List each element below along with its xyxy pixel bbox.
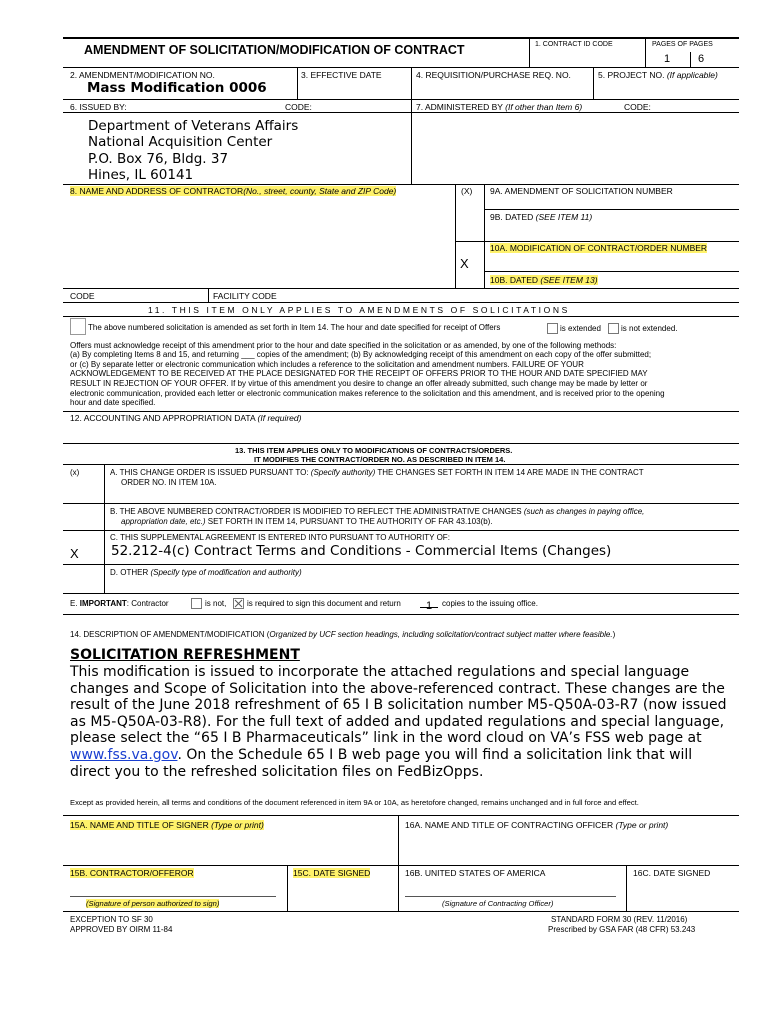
form-title: AMENDMENT OF SOLICITATION/MODIFICATION OF CONTRACT [84, 43, 465, 57]
item-13b-line-2 [121, 517, 493, 527]
item-11-para-5: RESULT IN REJECTION OF YOUR OFFER. If by virtue of this amendment you desire to change an offer already submitted, such change may be made by letter or [70, 379, 648, 388]
footer-right-2: Prescribed by GSA FAR (48 CFR) 53.243 [548, 925, 696, 934]
administered-label [416, 102, 582, 112]
contractor-15b-text: 15B. CONTRACTOR/OFFEROR [70, 868, 194, 878]
item-13-heading-1: 13. THIS ITEM APPLIES ONLY TO MODIFICATIONS OF CONTRACTS/ORDERS. [235, 446, 513, 455]
item-10a-text: 10A. MODIFICATION OF CONTRACT/ORDER NUMBER [490, 243, 708, 253]
amendment-no-value: Mass Modification 0006 [87, 80, 267, 96]
rule [63, 288, 739, 289]
item-14-italic: Organized by UCF section headings, including solicitation/contract subject matter where feasible. [269, 630, 613, 639]
item-9b-italic: (SEE ITEM 11) [535, 212, 593, 222]
rule [63, 316, 739, 317]
item-14-link-after: . On the Schedule 65 I B web page you will find a solicitation link that will [177, 747, 693, 763]
item-11-heading: 11. THIS ITEM ONLY APPLIES TO AMENDMENTS OF SOLICITATIONS [148, 305, 570, 315]
item-13c-value: 52.212-4(c) Contract Terms and Conditions - Commercial Items (Changes) [111, 543, 612, 559]
footer-left-1: EXCEPTION TO SF 30 [70, 915, 153, 924]
contractor-signature-line[interactable] [70, 896, 276, 897]
rule [484, 209, 739, 210]
item-10b-text: 10B. DATED [490, 275, 539, 285]
is-extended-label: is extended [560, 324, 601, 333]
item-11-para-6: electronic communication, provided each letter or electronic communication makes reference to the solicitation and this amendment, and is received prior to the opening [70, 389, 665, 398]
item-13b-post: SET FORTH IN ITEM 14, PURSUANT TO THE AUTHORITY OF FAR 43.103(b). [207, 517, 493, 526]
amendment-no-label: 2. AMENDMENT/MODIFICATION NO. [70, 70, 215, 80]
contractor-label-text: 8. NAME AND ADDRESS OF CONTRACTOR [70, 186, 244, 196]
footer-right-1: STANDARD FORM 30 (REV. 11/2016) [551, 915, 688, 924]
project-label-text: 5. PROJECT NO. [598, 70, 665, 80]
item-13c-x-mark: X [70, 546, 79, 561]
contract-id-label: 1. CONTRACT ID CODE [535, 41, 613, 48]
project-label [598, 70, 718, 80]
divider [411, 67, 412, 185]
requisition-label: 4. REQUISITION/PURCHASE REQ. NO. [416, 70, 571, 80]
is-required-checkbox[interactable] [233, 598, 244, 609]
signer-15a-label [70, 820, 264, 830]
item-14-body-7: direct you to the refreshed solicitation files on FedBizOpps. [70, 764, 484, 780]
contractor-15b-label [70, 868, 194, 878]
sig-officer-text: (Signature of Contracting Officer) [442, 899, 554, 908]
date-16c-label: 16C. DATE SIGNED [633, 868, 711, 878]
item-e-contractor: : Contractor [126, 599, 169, 608]
copies-count: 1 [425, 600, 433, 612]
item-11-para-3: or (c) By separate letter or electronic communication which includes a reference to the solicitation and amendment numbers. FAILURE OF YOUR [70, 360, 584, 369]
divider [645, 37, 646, 67]
signer-15a-italic: (Type or print) [211, 820, 264, 830]
officer-signature-line[interactable] [405, 896, 616, 897]
divider [484, 184, 485, 288]
divider [104, 464, 105, 593]
item-13b-pre: B. THE ABOVE NUMBERED CONTRACT/ORDER IS MODIFIED TO REFLECT THE ADMINISTRATIVE CHANGES [110, 507, 522, 516]
item-11-para-7: hour and date specified. [70, 398, 156, 407]
officer-16a-label [405, 820, 668, 830]
rule [63, 614, 739, 615]
divider [593, 67, 594, 99]
facility-code-label: FACILITY CODE [213, 291, 277, 301]
project-label-italic: (If applicable) [666, 70, 718, 80]
item-13-x-label: (x) [70, 468, 80, 477]
item-13b-line-1 [110, 507, 644, 517]
item-11-para-4: ACKNOWLEDGEMENT TO BE RECEIVED AT THE PLACE DESIGNATED FOR THE RECEIPT OF OFFERS PRIOR TO THE HOUR AND DATE SPECIFIED MAY [70, 369, 648, 378]
usa-16b-label: 16B. UNITED STATES OF AMERICA [405, 868, 546, 878]
contractor-label [70, 186, 396, 196]
page-current: 1 [664, 53, 671, 65]
item-13a-post: THE CHANGES SET FORTH IN ITEM 14 ARE MADE IN THE CONTRACT [377, 468, 644, 477]
item-9b-label [490, 212, 592, 222]
copies-count-field[interactable] [420, 596, 438, 612]
item-e-prefix: E. [70, 599, 78, 608]
item-11-line [88, 323, 500, 333]
issued-code-label: CODE: [285, 102, 312, 112]
rule [455, 241, 739, 242]
rule [63, 99, 739, 100]
rule [63, 593, 739, 594]
item-10b-italic: (SEE ITEM 13) [540, 275, 598, 285]
administered-italic: (If other than Item 6) [505, 102, 583, 112]
effective-date-label: 3. EFFECTIVE DATE [301, 70, 382, 80]
rule [63, 464, 739, 465]
rule [63, 302, 739, 303]
item-13a-line-2: ORDER NO. IN ITEM 10A. [121, 478, 217, 487]
item-14-pre: 14. DESCRIPTION OF AMENDMENT/MODIFICATION ( [70, 630, 270, 639]
contractor-label-italic: (No., street, county, State and ZIP Code) [243, 186, 397, 196]
item-14-label [70, 630, 615, 640]
item-13c-line: C. THIS SUPPLEMENTAL AGREEMENT IS ENTERED INTO PURSUANT TO AUTHORITY OF: [110, 533, 450, 542]
divider [626, 865, 627, 911]
date-15c-label [293, 868, 370, 878]
item-e-line [70, 599, 169, 609]
not-extended-label: is not extended. [621, 324, 678, 333]
rule [63, 411, 739, 412]
rule [63, 112, 739, 113]
administered-code-label: CODE: [624, 102, 651, 112]
page-total: 6 [698, 53, 705, 65]
item-14-body-5: please select the “65 I B Pharmaceuticals” link in the word cloud on VA’s FSS web page at [70, 730, 702, 746]
sig-person-text: (Signature of person authorized to sign) [86, 899, 220, 908]
footer-left-2: APPROVED BY OIRM 11-84 [70, 925, 173, 934]
item-13d-pre: D. OTHER [110, 568, 149, 577]
signer-15a-text: 15A. NAME AND TITLE OF SIGNER [70, 820, 209, 830]
rule [63, 67, 739, 68]
issued-by-label: 6. ISSUED BY: [70, 102, 127, 112]
item-13a-italic: (Specify authority) [310, 468, 376, 477]
item-14-body-3: result of the June 2018 refreshment of 65 I B solicitation number M5-Q50A-03-R7 (now issued [70, 697, 727, 713]
item-13a-line-1 [110, 468, 644, 478]
officer-16a-italic: (Type or print) [615, 820, 669, 830]
fss-link[interactable]: www.fss.va.gov [70, 747, 178, 763]
is-not-checkbox[interactable] [191, 598, 202, 609]
item-10a-label [490, 243, 707, 253]
item-14-heading: SOLICITATION REFRESHMENT [70, 647, 300, 663]
divider [287, 865, 288, 911]
item-11-text: The above numbered solicitation is amended as set forth in Item 14. The hour and date specified for receipt of Offers [88, 323, 501, 332]
except-text: Except as provided herein, all terms and conditions of the document referenced in item 9A or 10A, as heretofore changed, remains unchanged and in full force and effect. [70, 798, 639, 807]
rule [63, 815, 739, 816]
item-12-italic: (If required) [257, 413, 302, 423]
is-extended-checkbox[interactable] [547, 323, 558, 334]
issuer-line-1: Department of Veterans Affairs [88, 118, 299, 134]
item-11-checkbox[interactable] [70, 318, 86, 335]
item-13b-italic-2: appropriation date, etc.) [121, 517, 206, 526]
item-14-body-2: changes and Scope of Solicitation into the above-referenced contract. These changes are the [70, 681, 725, 697]
officer-16a-text: 16A. NAME AND TITLE OF CONTRACTING OFFICER [405, 820, 614, 830]
issuer-line-3: P.O. Box 76, Bldg. 37 [88, 151, 229, 167]
item-11-para-2: (a) By completing Items 8 and 15, and returning ___ copies of the amendment; (b) By acknowledging receipt of this amendment on each copy of the offer submitted; [70, 350, 652, 359]
is-not-label: is not, [205, 599, 227, 608]
item-11-para-1: Offers must acknowledge receipt of this amendment prior to the hour and date specified in the solicitation or as amended, by one of the following methods: [70, 341, 617, 350]
x-column-label: (X) [461, 186, 473, 196]
checkbox-x-icon [234, 599, 243, 608]
code-label: CODE [70, 291, 95, 301]
item-12-text: 12. ACCOUNTING AND APPROPRIATION DATA [70, 413, 256, 423]
item-14-body-4: as M5-Q50A-03-R8). For the full text of added and updated regulations and special language, [70, 714, 725, 730]
rule [63, 503, 739, 504]
item-13-heading-2: IT MODIFIES THE CONTRACT/ORDER NO. AS DESCRIBED IN ITEM 14. [254, 455, 506, 464]
rule [63, 184, 739, 185]
item-13d-line [110, 568, 302, 578]
rule [63, 564, 739, 565]
rule [63, 865, 739, 866]
item-13a-pre: A. THIS CHANGE ORDER IS ISSUED PURSUANT TO: [110, 468, 309, 477]
item-9a-label: 9A. AMENDMENT OF SOLICITATION NUMBER [490, 186, 673, 196]
rule [63, 911, 739, 912]
issuer-line-2: National Acquisition Center [88, 134, 273, 150]
item-10b-label [490, 275, 598, 285]
item-14-post: ) [612, 630, 616, 639]
pages-label: PAGES OF PAGES [652, 41, 713, 48]
divider [398, 815, 399, 911]
rule [63, 530, 739, 531]
top-border [63, 37, 739, 39]
issuer-line-4: Hines, IL 60141 [88, 167, 194, 183]
rule [63, 443, 739, 444]
item-9b-text: 9B. DATED [490, 212, 534, 222]
divider [455, 184, 456, 288]
divider [529, 37, 530, 67]
copies-suffix: copies to the issuing office. [442, 599, 538, 608]
item-12-label [70, 413, 301, 423]
sig-officer-label [442, 899, 553, 909]
divider [690, 52, 691, 67]
not-extended-checkbox[interactable] [608, 323, 619, 334]
item-13d-italic: (Specify type of modification and authority) [150, 568, 302, 577]
rule [484, 271, 739, 272]
divider [297, 67, 298, 99]
item-14-body-6 [70, 747, 692, 764]
date-15c-text: 15C. DATE SIGNED [293, 868, 371, 878]
administered-text: 7. ADMINISTERED BY [416, 102, 503, 112]
item-14-body-1: This modification is issued to incorporate the attached regulations and special language [70, 664, 690, 680]
divider [208, 288, 209, 302]
item-13b-italic: (such as changes in paying office, [523, 507, 645, 516]
sig-person-label [86, 899, 219, 909]
is-required-label: is required to sign this document and return [247, 599, 401, 608]
item-10-x-mark: X [460, 256, 469, 271]
item-e-important: IMPORTANT [79, 599, 127, 608]
